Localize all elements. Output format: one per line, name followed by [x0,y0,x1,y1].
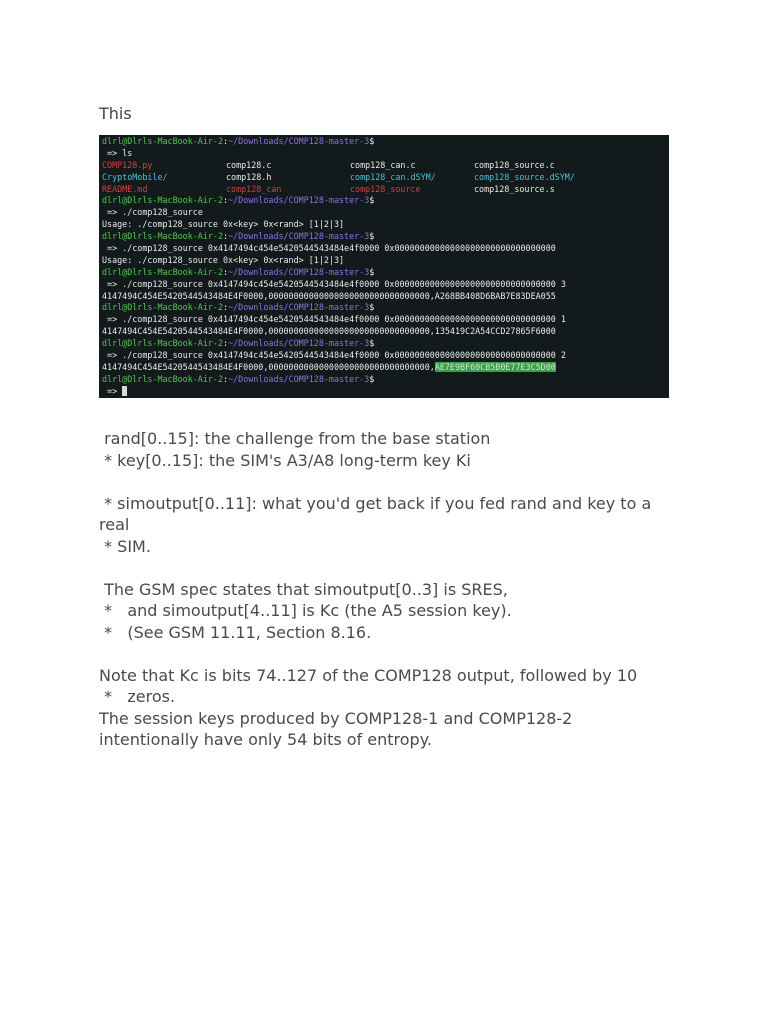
body-text [99,428,674,751]
terminal-prompt: dlrl@Dlrls-MacBook-Air-2:~/Downloads/COMP128-master-3$ [102,195,375,206]
terminal-prompt: dlrl@Dlrls-MacBook-Air-2:~/Downloads/COMP128-master-3$ [102,266,375,277]
terminal-output: 4147494C454E5420544543484E4F0000,00000000000000000000000000000000,AE7E9BF60CB5B0E77E3C5D00 [102,361,556,372]
intro-text: This [99,104,132,123]
ls-row: README.md comp128_can comp128_source comp128_source.s [102,183,555,194]
terminal-output: 4147494C454E5420544543484E4F0000,00000000000000000000000000000000,A268BB408D6BAB7E83DEA055 [102,290,556,301]
paragraph-line: * simoutput[0..11]: what you'd get back if you fed rand and key to a real [99,493,657,534]
paragraph-line: The GSM spec states that simoutput[0..3] is SRES, [99,579,508,599]
terminal-screenshot [99,135,669,398]
paragraph-line: rand[0..15]: the challenge from the base station [99,429,491,448]
ls-row: COMP128.py comp128.c comp128_can.c comp128_source.c [102,159,555,170]
terminal-command: => ./comp128_source 0x4147494c454e5420544543484e4f0000 0x00000000000000000000000000000000 1 [102,314,566,325]
terminal-command: => ./comp128_source [102,207,203,218]
paragraph-line: * zeros. [99,687,176,706]
paragraph-line: * SIM. [99,536,151,556]
terminal-prompt: dlrl@Dlrls-MacBook-Air-2:~/Downloads/COMP128-master-3$ [102,338,375,349]
terminal-prompt: dlrl@Dlrls-MacBook-Air-2:~/Downloads/COMP128-master-3$ [102,136,375,146]
terminal-command: => ./comp128_source 0x4147494c454e5420544543484e4f0000 0x00000000000000000000000000000000 3 [102,278,566,289]
terminal-output: Usage: ./comp128_source 0x<key> 0x<rand> [1|2|3] [102,219,345,230]
paragraph-line: * (See GSM 11.11, Section 8.16. [99,622,372,642]
terminal-command: => ./comp128_source 0x4147494c454e5420544543484e4f0000 0x00000000000000000000000000000000 [102,243,556,254]
paragraph-line: Note that Kc is bits 74..127 of the COMP128 output, followed by 10 [99,665,638,685]
highlighted-output: AE7E9BF60CB5B0E77E3C5D00 [434,361,556,372]
terminal-command: => ./comp128_source 0x4147494c454e5420544543484e4f0000 0x00000000000000000000000000000000 2 [102,350,566,361]
terminal-output: 4147494C454E5420544543484E4F0000,00000000000000000000000000000000,135419C2A54CCD27865F6000 [102,326,556,337]
ls-row: CryptoMobile/ comp128.h comp128_can.dSYM/ comp128_source.dSYM/ [102,171,575,182]
terminal-cursor [122,386,127,396]
paragraph-line: The session keys produced by COMP128-1 and COMP128-2 intentionally have only 54 bits of entropy. [99,708,578,749]
terminal-prompt: dlrl@Dlrls-MacBook-Air-2:~/Downloads/COMP128-master-3$ [102,373,375,384]
paragraph-line: * and simoutput[4..11] is Kc (the A5 session key). [99,601,512,620]
paragraph-line: * key[0..15]: the SIM's A3/A8 long-term key Ki [99,450,471,470]
terminal-prompt: dlrl@Dlrls-MacBook-Air-2:~/Downloads/COMP128-master-3$ [102,302,375,313]
terminal-command: => ls [102,147,133,158]
terminal-command: => [102,386,669,398]
terminal-prompt: dlrl@Dlrls-MacBook-Air-2:~/Downloads/COMP128-master-3$ [102,231,375,242]
terminal-output: Usage: ./comp128_source 0x<key> 0x<rand> [1|2|3] [102,254,345,265]
